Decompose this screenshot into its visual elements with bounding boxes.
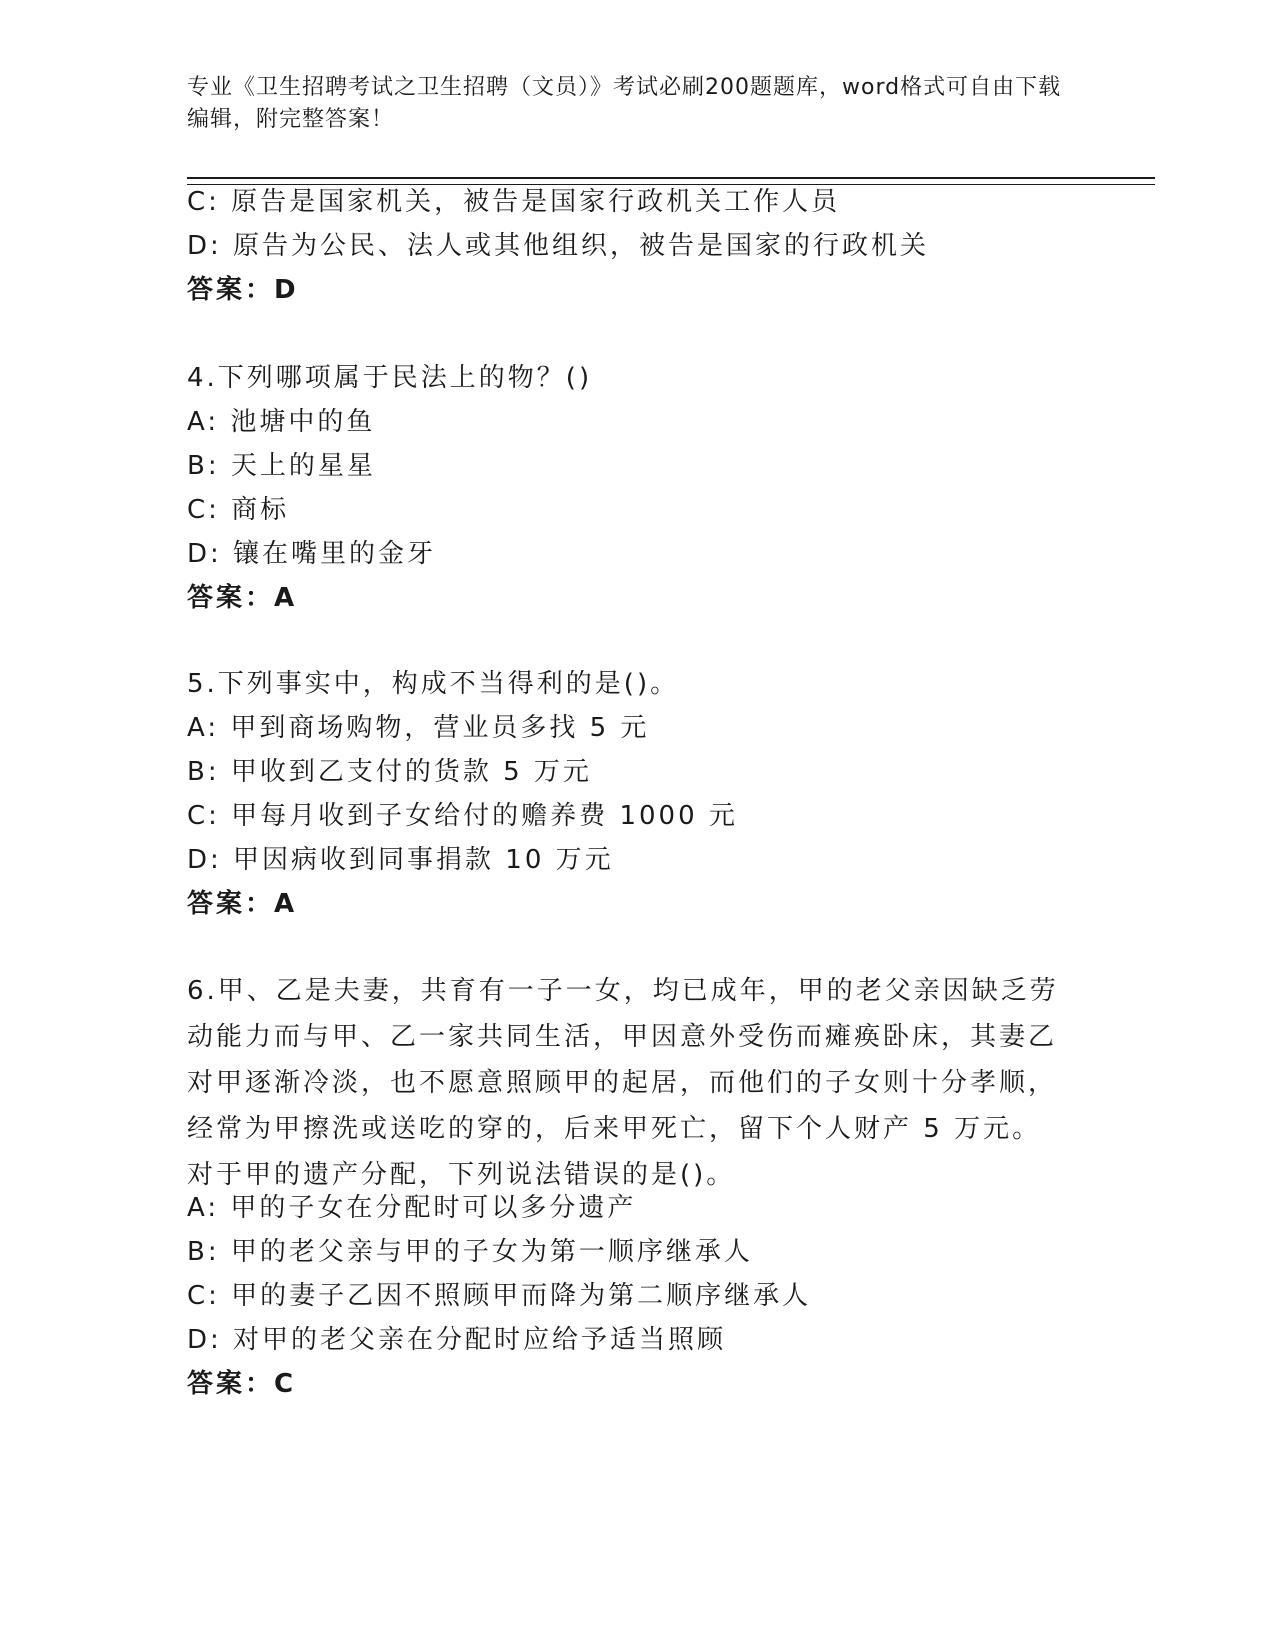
q4-option-b: B: 天上的星星	[187, 451, 376, 481]
q6-option-d: D: 对甲的老父亲在分配时应给予适当照顾	[187, 1325, 727, 1355]
q6-answer: 答案：C	[187, 1369, 297, 1399]
q3-option-d: D: 原告为公民、法人或其他组织，被告是国家的行政机关	[187, 231, 930, 261]
q4-answer: 答案：A	[187, 583, 298, 613]
header-divider-thick	[187, 177, 1155, 179]
q3-answer: 答案：D	[187, 275, 299, 305]
header-divider-thin	[187, 184, 1155, 185]
q6-option-c: C: 甲的妻子乙因不照顾甲而降为第二顺序继承人	[187, 1281, 812, 1311]
q6-option-a: A: 甲的子女在分配时可以多分遗产	[187, 1193, 637, 1223]
q4-stem: 4.下列哪项属于民法上的物？()	[187, 363, 593, 393]
q4-option-a: A: 池塘中的鱼	[187, 407, 376, 437]
q5-option-d: D: 甲因病收到同事捐款 10 万元	[187, 845, 614, 875]
q6-option-b: B: 甲的老父亲与甲的子女为第一顺序继承人	[187, 1237, 753, 1267]
q4-option-d: D: 镶在嘴里的金牙	[187, 539, 437, 569]
q5-option-c: C: 甲每月收到子女给付的赡养费 1000 元	[187, 801, 738, 831]
document-header: 专业《卫生招聘考试之卫生招聘（文员）》考试必刷200题题库，word格式可自由下载编辑，附完整答案！	[187, 75, 1062, 132]
q3-option-c: C: 原告是国家机关，被告是国家行政机关工作人员	[187, 187, 841, 217]
q4-option-c: C: 商标	[187, 495, 290, 525]
q5-answer: 答案：A	[187, 889, 298, 919]
q5-stem: 5.下列事实中，构成不当得利的是()。	[187, 669, 680, 699]
q5-option-b: B: 甲收到乙支付的货款 5 万元	[187, 757, 592, 787]
q6-stem: 6.甲、乙是夫妻，共育有一子一女，均已成年，甲的老父亲因缺乏劳动能力而与甲、乙一家共同生活，甲因意外受伤而瘫痪卧床，其妻乙对甲逐渐冷淡，也不愿意照顾甲的起居，而他们的子女则十分孝顺，经常为甲擦洗或送吃的穿的，后来甲死亡，留下个人财产 5 万元。对于甲的遗产分配，下列说法错误的是()。	[187, 976, 1059, 1190]
q5-option-a: A: 甲到商场购物，营业员多找 5 元	[187, 713, 650, 743]
